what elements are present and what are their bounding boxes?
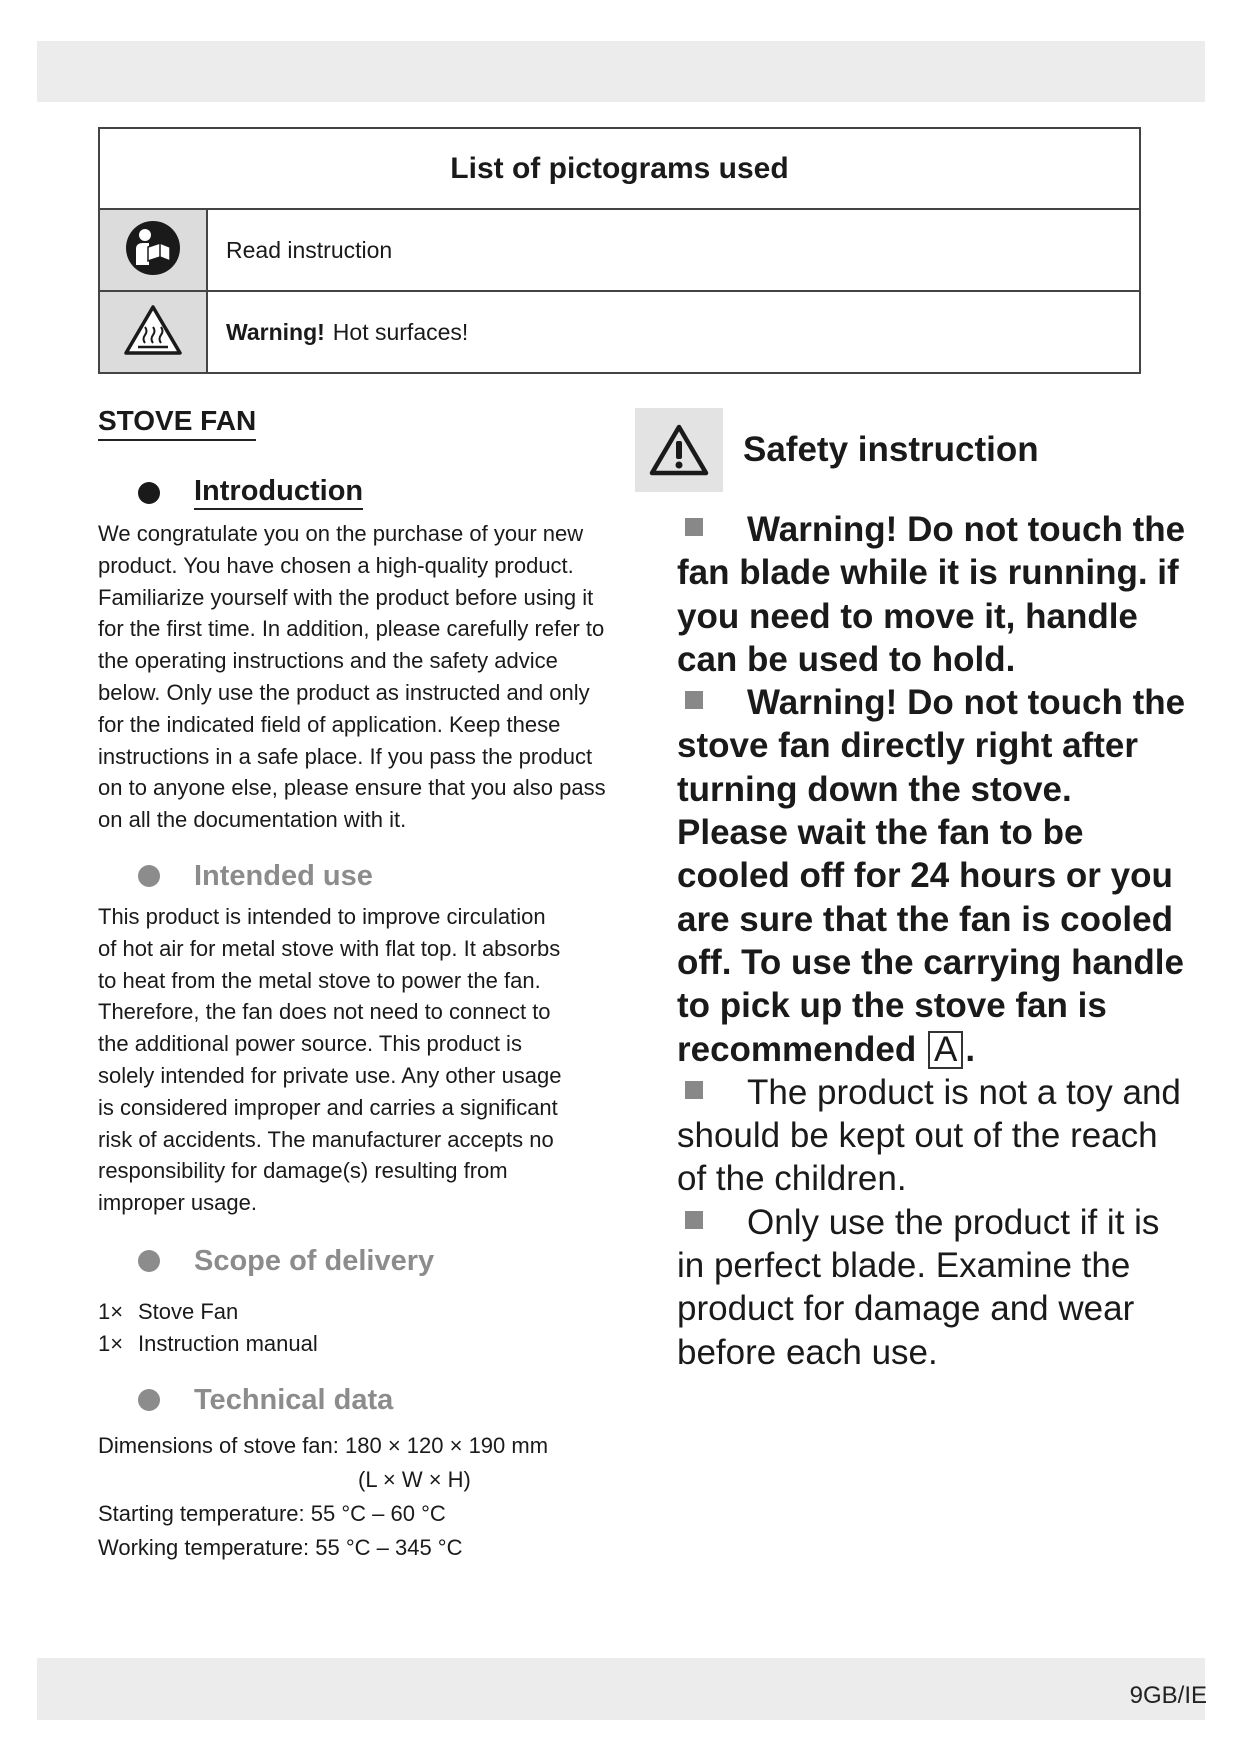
safety-warning: Warning! Do not touch the stove fan directly right after turning down the stove. Please wait the fan to be cooled off for 24 hours or you are sure that the fan is cooled off. To use the carrying handle to pick up the stove fan is recommended A . [677, 683, 1186, 1069]
bullet-icon [138, 482, 160, 504]
bullet-icon [138, 1250, 160, 1272]
tech-dimensions: Dimensions of stove fan: 180 × 120 × 190 mm [98, 1432, 549, 1458]
safety-warning: Warning! Do not touch the fan blade while it is running. if you need to move it, handle can be used to hold. [677, 510, 1186, 679]
read-instruction-icon [124, 219, 182, 282]
section-title: STOVE FAN [98, 405, 256, 441]
intended-use-text: This product is intended to improve circulation of hot air for metal stove with flat top. It absorbs to heat from the metal stove to power the fan. Therefore, the fan does not need to connect to the additional power source. This product is solely intended for private use. Any other usage is considered improper and carries a significant risk of accidents. The manufacturer accepts no responsibility for damage(s) resulting from improper usage. [98, 903, 562, 1216]
pictogram-label: Hot surfaces! [332, 318, 469, 345]
bullet-icon [138, 865, 160, 887]
tech-working-temperature: Working temperature: 55 °C – 345 °C [98, 1534, 463, 1560]
pictogram-row [100, 290, 1139, 372]
list-item: 1× Stove Fan [98, 1298, 239, 1324]
pictogram-warning-label: Warning! [226, 318, 325, 345]
hot-surface-warning-icon [123, 303, 183, 362]
bullet-square-icon [685, 1211, 703, 1229]
introduction-text: We congratulate you on the purchase of your new product. You have chosen a high-quality product. Familiarize yourself with the product before using it for the first time. In addition, please carefully refer to the operating instructions and the safety advice below. Only use the product as instructed and only for the indicated field of application. Keep these instructions in a safe place. If you pass the product on to anyone else, please ensure that you also pass on all the documentation with it. [98, 521, 606, 833]
safety-warning: The product is not a toy and should be kept out of the reach of the children. [677, 1072, 1181, 1199]
header-band [37, 41, 1205, 102]
warning-triangle-icon [635, 408, 723, 492]
bullet-square-icon [685, 691, 703, 709]
pictogram-label: Read instruction [226, 236, 393, 263]
safety-heading: Safety instruction [635, 408, 1187, 492]
scope-of-delivery-heading: Scope of delivery [98, 1245, 618, 1278]
figure-reference: A [928, 1031, 963, 1069]
bullet-square-icon [685, 518, 703, 536]
introduction-heading: Introduction [98, 475, 618, 510]
footer-band [37, 1658, 1205, 1720]
intended-use-heading: Intended use [98, 860, 618, 893]
safety-warning: Only use the product if it is in perfect blade. Examine the product for damage and wear before each use. [677, 1202, 1160, 1372]
right-column [677, 408, 1187, 1374]
pictogram-row [100, 210, 1139, 290]
tech-dimensions-unit: (L × W × H) [358, 1466, 471, 1492]
tech-starting-temperature: Starting temperature: 55 °C – 60 °C [98, 1500, 446, 1526]
bullet-icon [138, 1389, 160, 1411]
list-item: 1× Instruction manual [98, 1330, 318, 1356]
page-number: 9GB/IE [1129, 1682, 1207, 1709]
left-column [98, 405, 618, 1565]
bullet-square-icon [685, 1081, 703, 1099]
pictogram-table-title: List of pictograms used [100, 129, 1139, 210]
pictogram-table [98, 127, 1141, 374]
technical-data-heading: Technical data [98, 1384, 618, 1417]
